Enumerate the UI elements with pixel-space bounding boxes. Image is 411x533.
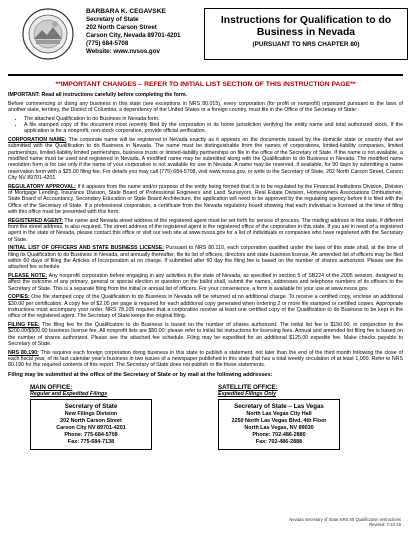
section-text: The name and Nevada street address of the registered agent must be set forth for service of process. The mailing address in this state, if different from the street address, is also required. The street address of the registered agent is the registered office of the corporation in this state. If you are in need of a registered agent in the state of Nevada, please contact this office or visit our web site at www.nvsos.gov for a list of individuals or companies who have registered with the Secretary of State. bbox=[8, 217, 404, 243]
section-text: The corporate name will be registered in Nevada exactly as it appears on the documents issued by the domicile state or country that are submitted with the Qualification to do Business in Nevada. The name must be distinguishable from the names of corporations, limited-liability companies, limited partnerships, limited-liability limited partnerships, business trusts or limited-liability partnerships on file in the office of the Secretary of State. If the name is not available, a modified name must be used and registered in Nevada. A modified name may be submitted along with the Qualification to do Business in Nevada. The modified name resolution form is for use only if the name of your corporation is not available for use in Nevada. A name may be reserved, if available, for 90 days by submitting a name reservation form with a $25.00 filing fee. For details you may call (775) 684-5708, visit www.nvsos.gov, or write to the Secretary of State, 202 North Carson Street, Carson City NV 89701-4201. bbox=[8, 136, 403, 182]
section-regulatory-approval bbox=[8, 184, 403, 216]
document-title: Instructions for Qualification to do Business in Nevada bbox=[220, 15, 392, 38]
section-text: This requires each foreign corporation doing business in this state to publish a statement, not later than the end of the third month following the close of each fiscal year, of its last calendar year's business in two issues of a newspaper published in this state that has a total weekly circulation of at least 1,000. Refer to NRS 80.190 for the required contents of this report. The Secretary of State does not publish or file these statements. bbox=[8, 349, 403, 369]
main-office-heading: MAIN OFFICE: bbox=[30, 384, 73, 392]
office-phone: (775) 684-5708 bbox=[86, 40, 129, 47]
main-office-subheading: Regular and Expedited Filings bbox=[30, 391, 108, 398]
intro-paragraph: Before commencing or doing any business in this state (see exceptions in NRS 80.015), every corporation (for profit or nonprofit) organized pursuant to the laws of another state, territory, the District of Columbia, a dependency of the United States or a foreign country, must file in the Office of the Secretary of State: bbox=[8, 100, 403, 113]
office-website[interactable]: Website: www.nvsos.gov bbox=[86, 48, 160, 55]
footer-line: Nevada Secretary of State NRS 80 Qualification Instructions bbox=[289, 517, 401, 522]
office-contact-block bbox=[86, 8, 180, 56]
address-line: 2250 North Las Vegas Blvd, 4th Floor bbox=[231, 418, 327, 425]
list-item: • The attached Qualification to do Business in Nevada form. bbox=[24, 116, 403, 122]
requirements-list bbox=[8, 116, 403, 135]
header bbox=[8, 6, 403, 72]
address-line: Carson City NV 89701-4201 bbox=[56, 425, 126, 432]
title-box bbox=[204, 8, 408, 60]
main-office-address-box bbox=[30, 399, 152, 450]
instructions-body bbox=[8, 92, 403, 378]
section-registered-agent bbox=[8, 218, 403, 243]
address-line: Fax: 702-486-2888 bbox=[255, 439, 303, 446]
address-line: Fax: 775-684-7138 bbox=[67, 439, 115, 446]
satellite-office-address-box bbox=[218, 399, 340, 450]
section-label: FILING FEE: bbox=[8, 322, 40, 329]
section-label: INITIAL LIST OF OFFICERS AND STATE BUSINESS LICENSE: bbox=[8, 245, 164, 252]
section-filing-fee bbox=[8, 322, 403, 347]
section-text: Pursuant to NRS 80.110, each corporation qualified under the laws of this state shall, at the time of filing its Qualification to do Business in Nevada, and annually thereafter, file its list of officers, directors and state business license. An amended list of officers may be filed within 60 days of filing the Articles of Incorporation at no charge. If submitted after 60 day the filing fee is based on the number of shares authorized. Please see the attached fee schedule. bbox=[8, 245, 403, 271]
satellite-office-subheading: Expedited Filings Only bbox=[218, 391, 277, 398]
satellite-office bbox=[218, 384, 388, 450]
main-office bbox=[30, 384, 200, 450]
office-title: Secretary of State bbox=[86, 16, 139, 23]
important-text: Read all instructions carefully before completing the form. bbox=[39, 92, 188, 98]
section-label: NRS 80.190: bbox=[8, 349, 39, 356]
nevada-state-seal-icon bbox=[22, 8, 74, 60]
section-label: COPIES: bbox=[8, 294, 30, 301]
address-line: Secretary of State – Las Vegas bbox=[234, 403, 324, 411]
footer-line: Revised: 7-24-18 bbox=[369, 522, 401, 527]
document-subtitle: (PURSUANT TO NRS CHAPTER 80) bbox=[252, 41, 360, 48]
important-label: IMPORTANT: bbox=[8, 92, 40, 98]
list-item: • A file stamped copy of the document most recently filed by the corporation in its home jurisdiction verifying the entity name and total authorized stock. If the application is for a nonprofit, non-stock corporation, provide official verification. bbox=[24, 122, 403, 135]
section-label: PLEASE NOTE: bbox=[8, 273, 48, 280]
important-changes-notice: **IMPORTANT CHANGES – REFER TO INITIAL LIST SECTION OF THIS INSTRUCTION PAGE** bbox=[55, 81, 356, 88]
satellite-office-heading: SATELLITE OFFICE: bbox=[218, 384, 278, 392]
section-text: The filing fee for the Qualification to do Business is based on the number of shares authorized. The initial list fee is $150.00, in conjunction to the $200.00/$500.00 business license fee. All nonprofit lists are $50.00; please refer to initial list instructions for licensing fees. Annual and amended list filing fee is based on the number of shares authorized. Please see the attached fee schedule. Filing may be expedited for an additional $125.00 expedite fee. Make checks payable to Secretary of State. bbox=[8, 322, 404, 348]
page-footer bbox=[289, 517, 401, 527]
office-city: Carson City, Nevada 89701-4201 bbox=[86, 32, 181, 39]
section-text: Any nonprofit corporation before engaging in any activities in the state of Nevada, as specified in section 5 of SB224 of the 2005 session, designed to affect the outcome of any primary, general or special election or question on the ballot shall, submit the names, addresses and telephone numbers of its officers to the Secretary of State. This is a separate filing from the initial or annual list of officers. For your convenience, a form is available for your use at www.nvsos.gov. bbox=[8, 273, 404, 292]
address-line: New Filings Division bbox=[64, 411, 118, 418]
secretary-name: BARBARA K. CEGAVSKE bbox=[86, 8, 166, 15]
section-corporation-name bbox=[8, 137, 403, 181]
section-label: REGULATORY APPROVAL: bbox=[8, 183, 76, 190]
office-addresses bbox=[8, 384, 403, 468]
address-line: Phone: 775-684-5708 bbox=[64, 432, 118, 439]
address-line: North Las Vegas, NV 89030 bbox=[244, 425, 314, 432]
address-line: Phone: 702-486-2880 bbox=[252, 432, 306, 439]
important-paragraph bbox=[8, 92, 403, 98]
section-please-note bbox=[8, 273, 403, 292]
section-nrs-80-190 bbox=[8, 350, 403, 369]
section-label: CORPORATION NAME: bbox=[8, 136, 67, 143]
section-text: One file stamped copy of the Qualification to do Business in Nevada will be returned at no additional charge. To receive a certified copy, enclose an additional $30.00 per certification. A copy fee of $2.00 per page is required for each additional copy generated when ordering 2 or more file stamped or certified copies. Appropriate instructions must accompany your order. NRS 78.105 requires that a corporation receive at least one certified copy of the Qualification to do Business to be kept in the office of the registered agent. The Secretary of State keeps the original filing. bbox=[8, 294, 403, 320]
header-divider bbox=[8, 74, 403, 76]
office-street: 202 North Carson Street bbox=[86, 24, 157, 31]
section-text: If it appears from the name and/or purpose of the entity being formed that it is to be regulated by the Financial Institutions Division, Division of Mortgage Lending, Insurance Division, State Board of Professional Engineers and Land Surveyors, Real Estate Division, Homeowners Associations Ombudsman, State Board of Accountancy, Secondary Education or State Board Architecture, the application will need to be approved by the regulating agency before it is filed with the Office of the Secretary of State. If a professional corporation, a certificate from the Nevada regulatory board showing that each individual is licensed at the time of filing with this office must be presented with this form. bbox=[8, 183, 403, 216]
section-initial-list bbox=[8, 245, 403, 270]
address-line: North Las Vegas City Hall bbox=[246, 411, 312, 418]
submission-instruction: Filing may be submitted at the office of the Secretary of State or by mail at the following addresses: bbox=[8, 371, 273, 378]
address-line: 202 North Carson Street bbox=[60, 418, 122, 425]
section-label: REGISTERED AGENT: bbox=[8, 217, 63, 224]
address-line: Secretary of State bbox=[64, 403, 118, 411]
section-copies bbox=[8, 294, 403, 319]
